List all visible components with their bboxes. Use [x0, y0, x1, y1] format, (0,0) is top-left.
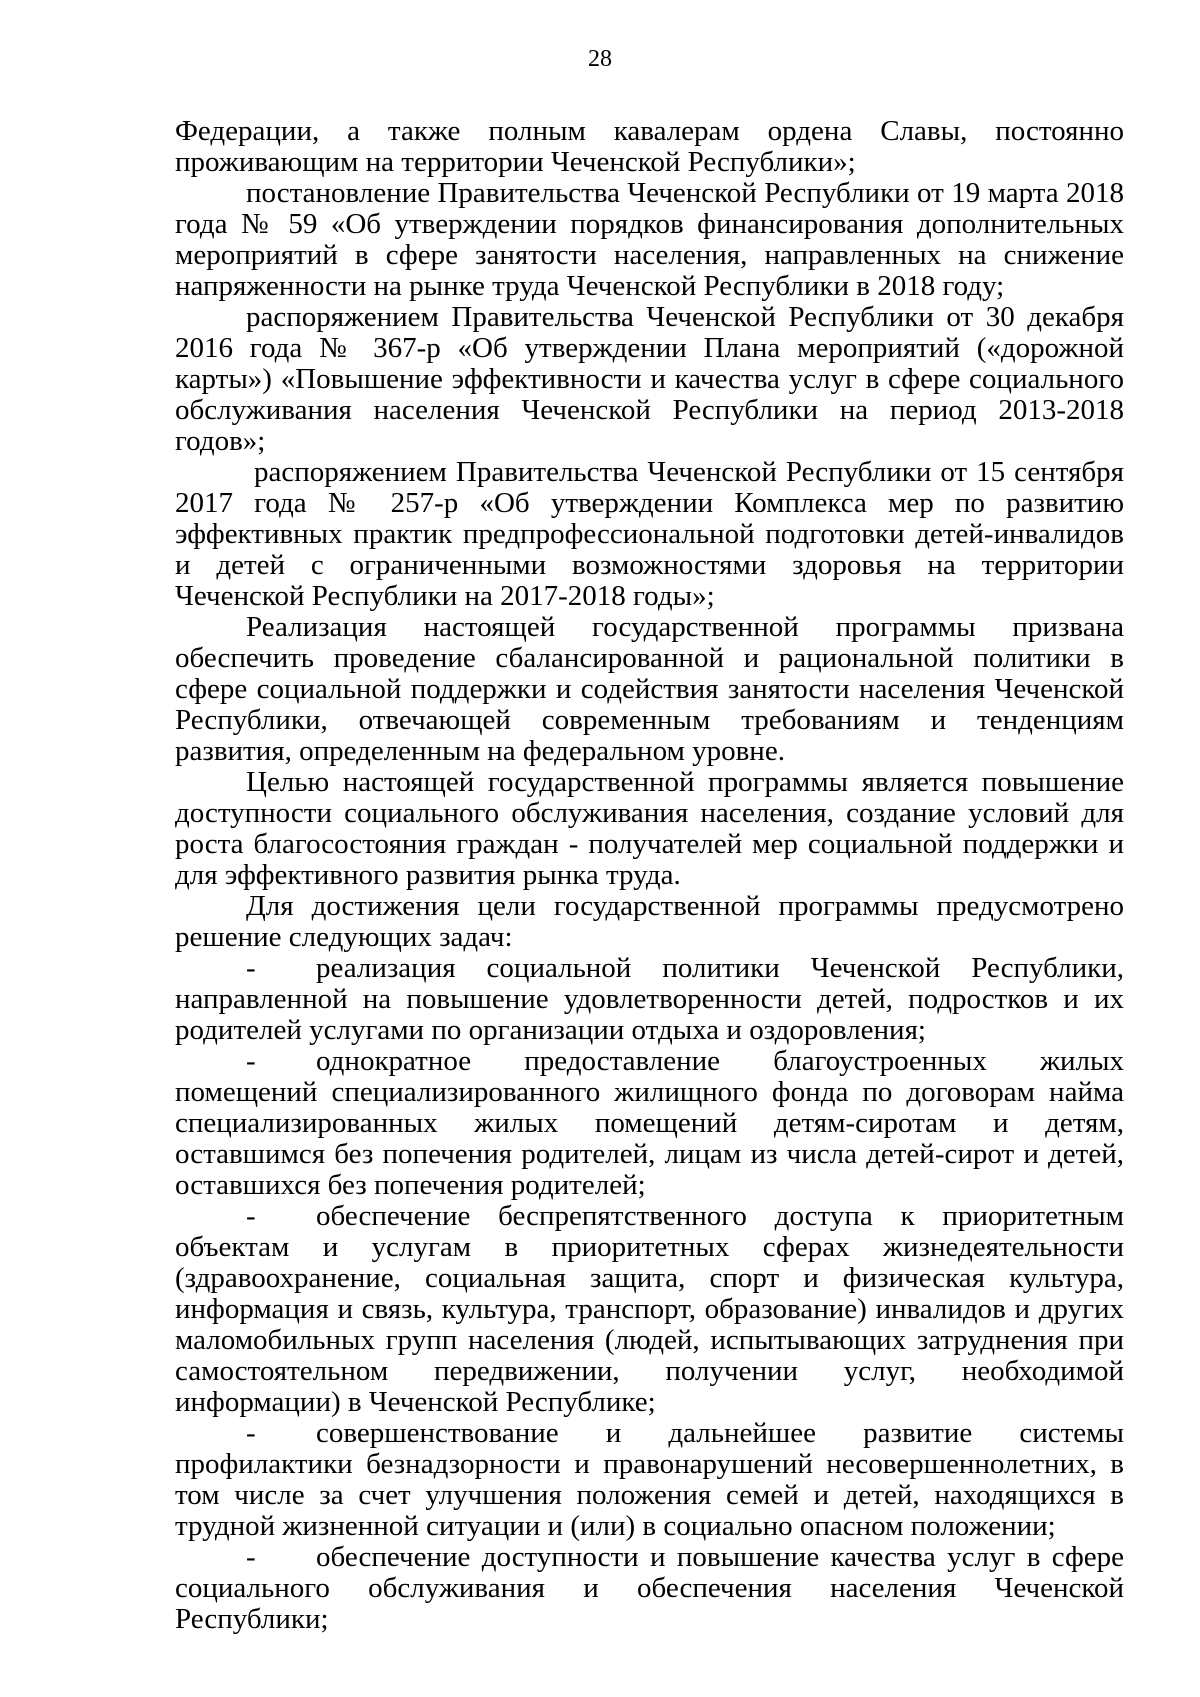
- task-item-text: реализация социальной политики Чеченской Республики, направленной на повышение удовлетворенности детей, подростков и их родителей услугами по организации отдыха и оздоровления;: [175, 952, 1124, 1046]
- page-number: 28: [588, 46, 612, 72]
- paragraph-tasks-intro: Для достижения цели государственной программы предусмотрено решение следующих задач:: [175, 890, 1124, 953]
- task-item-text: обеспечение доступности и повышение качества услуг в сфере социального обслуживания и обеспечения населения Чеченской Республики;: [175, 1541, 1124, 1635]
- task-item-text: однократное предоставление благоустроенных жилых помещений специализированного жилищного фонда по договорам найма специализированных жилых помещений детям-сиротам и детям, оставшимся без попечения родителей, лицам из числа детей-сирот и детей, оставшихся без попечения родителей;: [175, 1045, 1124, 1201]
- task-item: [175, 1201, 1124, 1418]
- paragraph-implementation: Реализация настоящей государственной программы призвана обеспечить проведение сбалансированной и рациональной политики в сфере социальной поддержки и содействия занятости населения Чеченской Республики, отвечающей современным требованиям и тенденциям развития, определенным на федеральном уровне.: [175, 611, 1124, 767]
- paragraph-order-257: распоряжением Правительства Чеченской Республики от 15 сентября 2017 года № 257-р «Об утверждении Комплекса мер по развитию эффективных практик предпрофессиональной подготовки детей-инвалидов и детей с ограниченными возможностями здоровья на территории Чеченской Республики на 2017-2018 годы»;: [175, 456, 1124, 612]
- dash-marker: -: [246, 1417, 256, 1449]
- dash-marker: -: [246, 1200, 256, 1232]
- document-body: [175, 116, 1124, 1635]
- task-item-text: совершенствование и дальнейшее развитие системы профилактики безнадзорности и правонарушений несовершеннолетних, в том числе за счет улучшения положения семей и детей, находящихся в трудной жизненной ситуации и (или) в социально опасном положении;: [175, 1417, 1124, 1542]
- task-item: [175, 1046, 1124, 1201]
- paragraph-goal: Целью настоящей государственной программы является повышение доступности социального обслуживания населения, создание условий для роста благосостояния граждан - получателей мер социальной поддержки и для эффективного развития рынка труда.: [175, 766, 1124, 891]
- dash-marker: -: [246, 1045, 256, 1077]
- dash-marker: -: [246, 1541, 256, 1573]
- paragraph-order-367: распоряжением Правительства Чеченской Республики от 30 декабря 2016 года № 367-р «Об утверждении Плана мероприятий («дорожной карты») «Повышение эффективности и качества услуг в сфере социального обслуживания населения Чеченской Республики на период 2013-2018 годов»;: [175, 301, 1124, 457]
- task-item: [175, 953, 1124, 1046]
- paragraph-resolution-59: постановление Правительства Чеченской Республики от 19 марта 2018 года № 59 «Об утверждении порядков финансирования дополнительных мероприятий в сфере занятости населения, направленных на снижение напряженности на рынке труда Чеченской Республики в 2018 году;: [175, 177, 1124, 302]
- task-item: [175, 1418, 1124, 1542]
- dash-marker: -: [246, 952, 256, 984]
- task-item-text: обеспечение беспрепятственного доступа к приоритетным объектам и услугам в приоритетных сферах жизнедеятельности (здравоохранение, социальная защита, спорт и физическая культура, информация и связь, культура, транспорт, образование) инвалидов и других маломобильных групп населения (людей, испытывающих затруднения при самостоятельном передвижении, получении услуг, необходимой информации) в Чеченской Республике;: [175, 1200, 1124, 1418]
- paragraph-continuation: Федерации, а также полным кавалерам ордена Славы, постоянно проживающим на территории Чеченской Республики»;: [175, 115, 1124, 178]
- task-item: [175, 1542, 1124, 1635]
